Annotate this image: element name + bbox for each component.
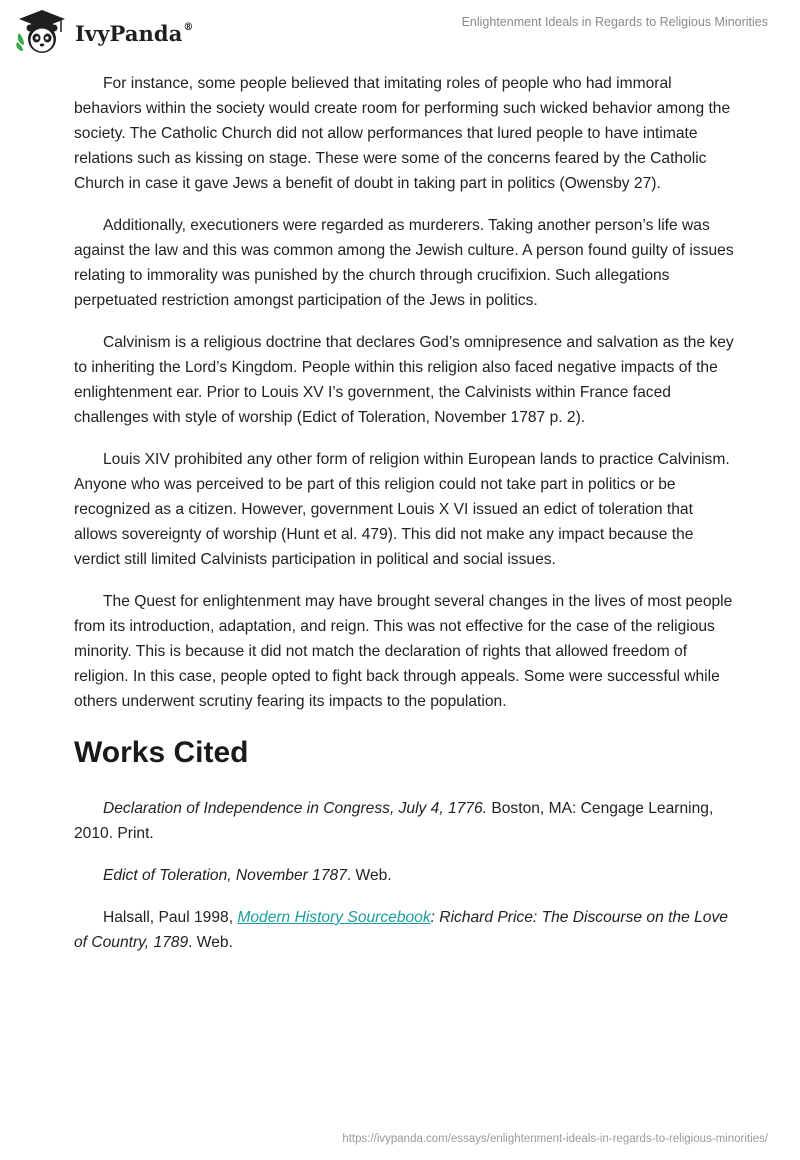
body-paragraph: Calvinism is a religious doctrine that declares God’s omnipresence and salvation as the key to inheriting the Lord’s Kingdom. People within this religion also faced negative impacts of the enlightenment ear. Prior to Louis XV I’s government, the Calvinists within France faced challenges with style of worship (Edict of Toleration, November 1787 p. 2). xyxy=(74,334,734,426)
citation-entry xyxy=(74,905,734,955)
body-paragraph: The Quest for enlightenment may have brought several changes in the lives of most people from its introduction, adaptation, and reign. This was not effective for the case of the religious minority. This is because it did not match the declaration of rights that allowed freedom of religion. In this case, people opted to fight back through appeals. Some were successful while others underwent scrutiny fearing its impacts to the population. xyxy=(74,593,733,710)
body-paragraph: For instance, some people believed that imitating roles of people who had immoral behaviors within the society would create room for performing such wicked behavior among the society. The Catholic Church did not allow performances that lured people to have intimate relations such as kissing on stage. These were some of the concerns feared by the Catholic Church in case it gave Jews a benefit of doubt in taking part in politics (Owensby 27). xyxy=(74,75,731,192)
citation-title: : Richard Price: The Discourse on the Love of Country, 1789 xyxy=(74,909,728,951)
panda-graduate-icon xyxy=(15,8,69,56)
ivypanda-logo[interactable] xyxy=(15,8,194,56)
logo-wordmark: IvyPanda® xyxy=(75,21,194,46)
citation-details: . Web. xyxy=(346,867,392,884)
citation-title: Edict of Toleration, November 1787 xyxy=(103,867,347,884)
body-paragraph: Louis XIV prohibited any other form of religion within European lands to practice Calvinism. Anyone who was perceived to be part of this religion could not take part in politics or be recognized as a citizen. However, government Louis X VI issued an edict of toleration that allows sovereignty of worship (Hunt et al. 479). This did not make any impact because the verdict still limited Calvinists participation in political and social issues. xyxy=(74,451,730,568)
source-url[interactable]: https://ivypanda.com/essays/enlightenment-ideals-in-regards-to-religious-minorities/ xyxy=(342,1133,768,1145)
sourcebook-link[interactable]: Modern History Sourcebook xyxy=(237,909,431,926)
page-header xyxy=(0,0,800,62)
document-title: Enlightenment Ideals in Regards to Religious Minorities xyxy=(461,15,768,29)
citation-entry xyxy=(74,863,734,888)
works-cited-heading: Works Cited xyxy=(74,736,249,769)
essay-content xyxy=(74,71,734,972)
citation-author: Halsall, Paul 1998, xyxy=(103,909,238,926)
citation-details: Boston, MA: Cengage Learning, 2010. Print. xyxy=(74,800,714,842)
body-paragraph: Additionally, executioners were regarded as murderers. Taking another person’s life was against the law and this was common among the Jewish culture. A person found guilty of issues relating to immorality was punished by the church through crucifixion. Such allegations perpetuated restriction amongst participation of the Jews in politics. xyxy=(74,217,734,309)
citation-entry xyxy=(74,796,734,846)
citation-title: Declaration of Independence in Congress, July 4, 1776. xyxy=(103,800,488,817)
citation-details: . Web. xyxy=(188,934,233,951)
